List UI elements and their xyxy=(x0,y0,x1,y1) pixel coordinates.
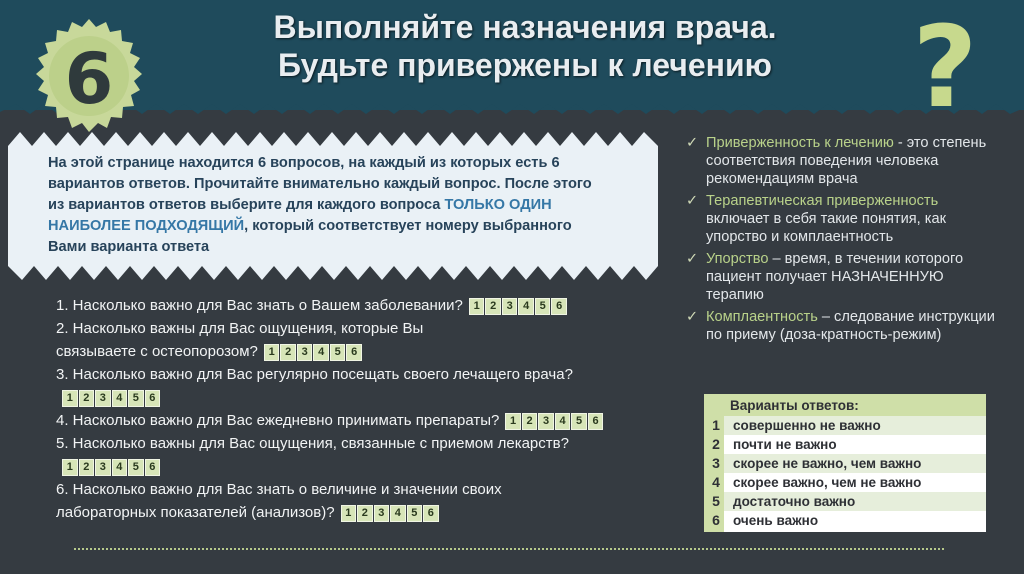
definition-term: Комплаентность xyxy=(706,309,818,325)
question-text: 3. Насколько важно для Вас регулярно посещать своего лечащего врача? xyxy=(56,366,573,383)
scale-option-5[interactable]: 5 xyxy=(535,298,551,315)
checkmark-icon: ✓ xyxy=(686,193,699,209)
definition-text: – время, в течении которого пациент получает НАЗНАЧЕННУЮ терапию xyxy=(706,251,964,303)
scale-option-6[interactable]: 6 xyxy=(588,413,604,430)
scale-option-1[interactable]: 1 xyxy=(62,390,78,407)
answer-text: совершенно не важно xyxy=(733,418,881,433)
scale-option-5[interactable]: 5 xyxy=(128,390,144,407)
definition-term: Приверженность к лечению xyxy=(706,135,894,151)
answer-scale xyxy=(62,390,161,407)
instructions-part-1: На этой странице находится 6 вопросов, на каждый из которых есть 6 вариантов ответов. Прочитайте внимательно каждый вопрос. После этого из вариантов ответов выберите для каждого вопроса xyxy=(48,155,592,213)
scale-option-2[interactable]: 2 xyxy=(79,390,95,407)
question-text: 5. Насколько важны для Вас ощущения, связанные с приемом лекарств? xyxy=(56,435,569,452)
question-2 xyxy=(56,317,446,363)
scale-option-1[interactable]: 1 xyxy=(264,344,280,361)
question-text: 1. Насколько важно для Вас знать о Вашем заболевании? xyxy=(56,297,463,314)
answer-number: 1 xyxy=(712,417,720,433)
instructions-text xyxy=(48,153,608,258)
scale-option-6[interactable]: 6 xyxy=(423,505,439,522)
definition-item xyxy=(682,192,1002,246)
question-list xyxy=(56,294,699,524)
scale-option-3[interactable]: 3 xyxy=(297,344,313,361)
answer-scale xyxy=(341,505,440,522)
answer-number: 4 xyxy=(712,474,720,490)
scale-option-2[interactable]: 2 xyxy=(280,344,296,361)
scale-option-4[interactable]: 4 xyxy=(518,298,534,315)
answer-scale xyxy=(469,298,568,315)
scale-option-4[interactable]: 4 xyxy=(555,413,571,430)
answer-scale xyxy=(264,344,363,361)
definitions-list xyxy=(682,134,1002,348)
title-line-2: Будьте привержены к лечению xyxy=(278,47,772,83)
answer-options-title: Варианты ответов: xyxy=(730,398,859,413)
scale-option-1[interactable]: 1 xyxy=(341,505,357,522)
definition-text: - это степень соответствия поведения человека рекомендациям врача xyxy=(706,135,987,187)
definition-text: – следование инструкции по приему (доза-кратность-режим) xyxy=(706,309,995,343)
scale-option-1[interactable]: 1 xyxy=(469,298,485,315)
page-title xyxy=(205,8,845,84)
scale-option-3[interactable]: 3 xyxy=(538,413,554,430)
scale-option-6[interactable]: 6 xyxy=(551,298,567,315)
question-text: 6. Насколько важно для Вас знать о величине и значении своих лабораторных показателей (анализов)? xyxy=(56,481,502,521)
answer-text: почти не важно xyxy=(733,437,837,452)
scale-option-6[interactable]: 6 xyxy=(145,459,161,476)
question-5 xyxy=(56,432,586,478)
dotted-divider xyxy=(74,548,944,550)
question-3 xyxy=(56,363,616,409)
scale-option-6[interactable]: 6 xyxy=(346,344,362,361)
answer-text: скорее не важно, чем важно xyxy=(733,456,922,471)
instructions-highlight: ТОЛЬКО ОДИН НАИБОЛЕЕ ПОДХОДЯЩИЙ xyxy=(48,197,552,234)
definition-item xyxy=(682,308,1002,344)
scale-option-2[interactable]: 2 xyxy=(522,413,538,430)
answer-scale xyxy=(505,413,604,430)
answer-number: 5 xyxy=(712,493,720,509)
scale-option-1[interactable]: 1 xyxy=(505,413,521,430)
answer-number: 6 xyxy=(712,512,720,528)
scale-option-3[interactable]: 3 xyxy=(374,505,390,522)
scale-option-5[interactable]: 5 xyxy=(128,459,144,476)
scale-option-2[interactable]: 2 xyxy=(485,298,501,315)
scale-option-3[interactable]: 3 xyxy=(502,298,518,315)
definition-term: Терапевтическая приверженность xyxy=(706,193,939,209)
scale-option-3[interactable]: 3 xyxy=(95,390,111,407)
checkmark-icon: ✓ xyxy=(686,251,699,267)
question-1 xyxy=(56,294,696,317)
question-text: 2. Насколько важны для Вас ощущения, которые Вы связываете с остеопорозом? xyxy=(56,320,424,360)
answer-text: очень важно xyxy=(733,513,819,528)
badge-number: 6 xyxy=(64,38,114,120)
scale-option-4[interactable]: 4 xyxy=(390,505,406,522)
definition-text: включает в себя такие понятия, как упорство и комплаентность xyxy=(706,211,946,245)
scale-option-2[interactable]: 2 xyxy=(357,505,373,522)
answer-text: достаточно важно xyxy=(733,494,856,509)
answer-text: скорее важно, чем не важно xyxy=(733,475,922,490)
definition-item xyxy=(682,250,1002,304)
scale-option-4[interactable]: 4 xyxy=(112,390,128,407)
scale-option-4[interactable]: 4 xyxy=(112,459,128,476)
scale-option-6[interactable]: 6 xyxy=(145,390,161,407)
scale-option-5[interactable]: 5 xyxy=(330,344,346,361)
question-4 xyxy=(56,409,696,432)
answer-number: 2 xyxy=(712,436,720,452)
scale-option-2[interactable]: 2 xyxy=(79,459,95,476)
scale-option-4[interactable]: 4 xyxy=(313,344,329,361)
question-6 xyxy=(56,478,596,524)
scale-option-3[interactable]: 3 xyxy=(95,459,111,476)
answer-scale xyxy=(62,459,161,476)
scale-option-5[interactable]: 5 xyxy=(407,505,423,522)
header-zigzag-edge xyxy=(0,90,1024,120)
scale-option-5[interactable]: 5 xyxy=(571,413,587,430)
checkmark-icon: ✓ xyxy=(686,309,699,325)
question-text: 4. Насколько важно для Вас ежедневно принимать препараты? xyxy=(56,412,500,429)
question-mark-icon: ? xyxy=(912,3,978,133)
title-line-1: Выполняйте назначения врача. xyxy=(273,9,777,45)
answer-number: 3 xyxy=(712,455,720,471)
definition-term: Упорство xyxy=(706,251,769,267)
scale-option-1[interactable]: 1 xyxy=(62,459,78,476)
definition-item xyxy=(682,134,1002,188)
instructions-part-2: , который соответствует номеру выбранного Вами варианта ответа xyxy=(48,218,572,255)
checkmark-icon: ✓ xyxy=(686,135,699,151)
